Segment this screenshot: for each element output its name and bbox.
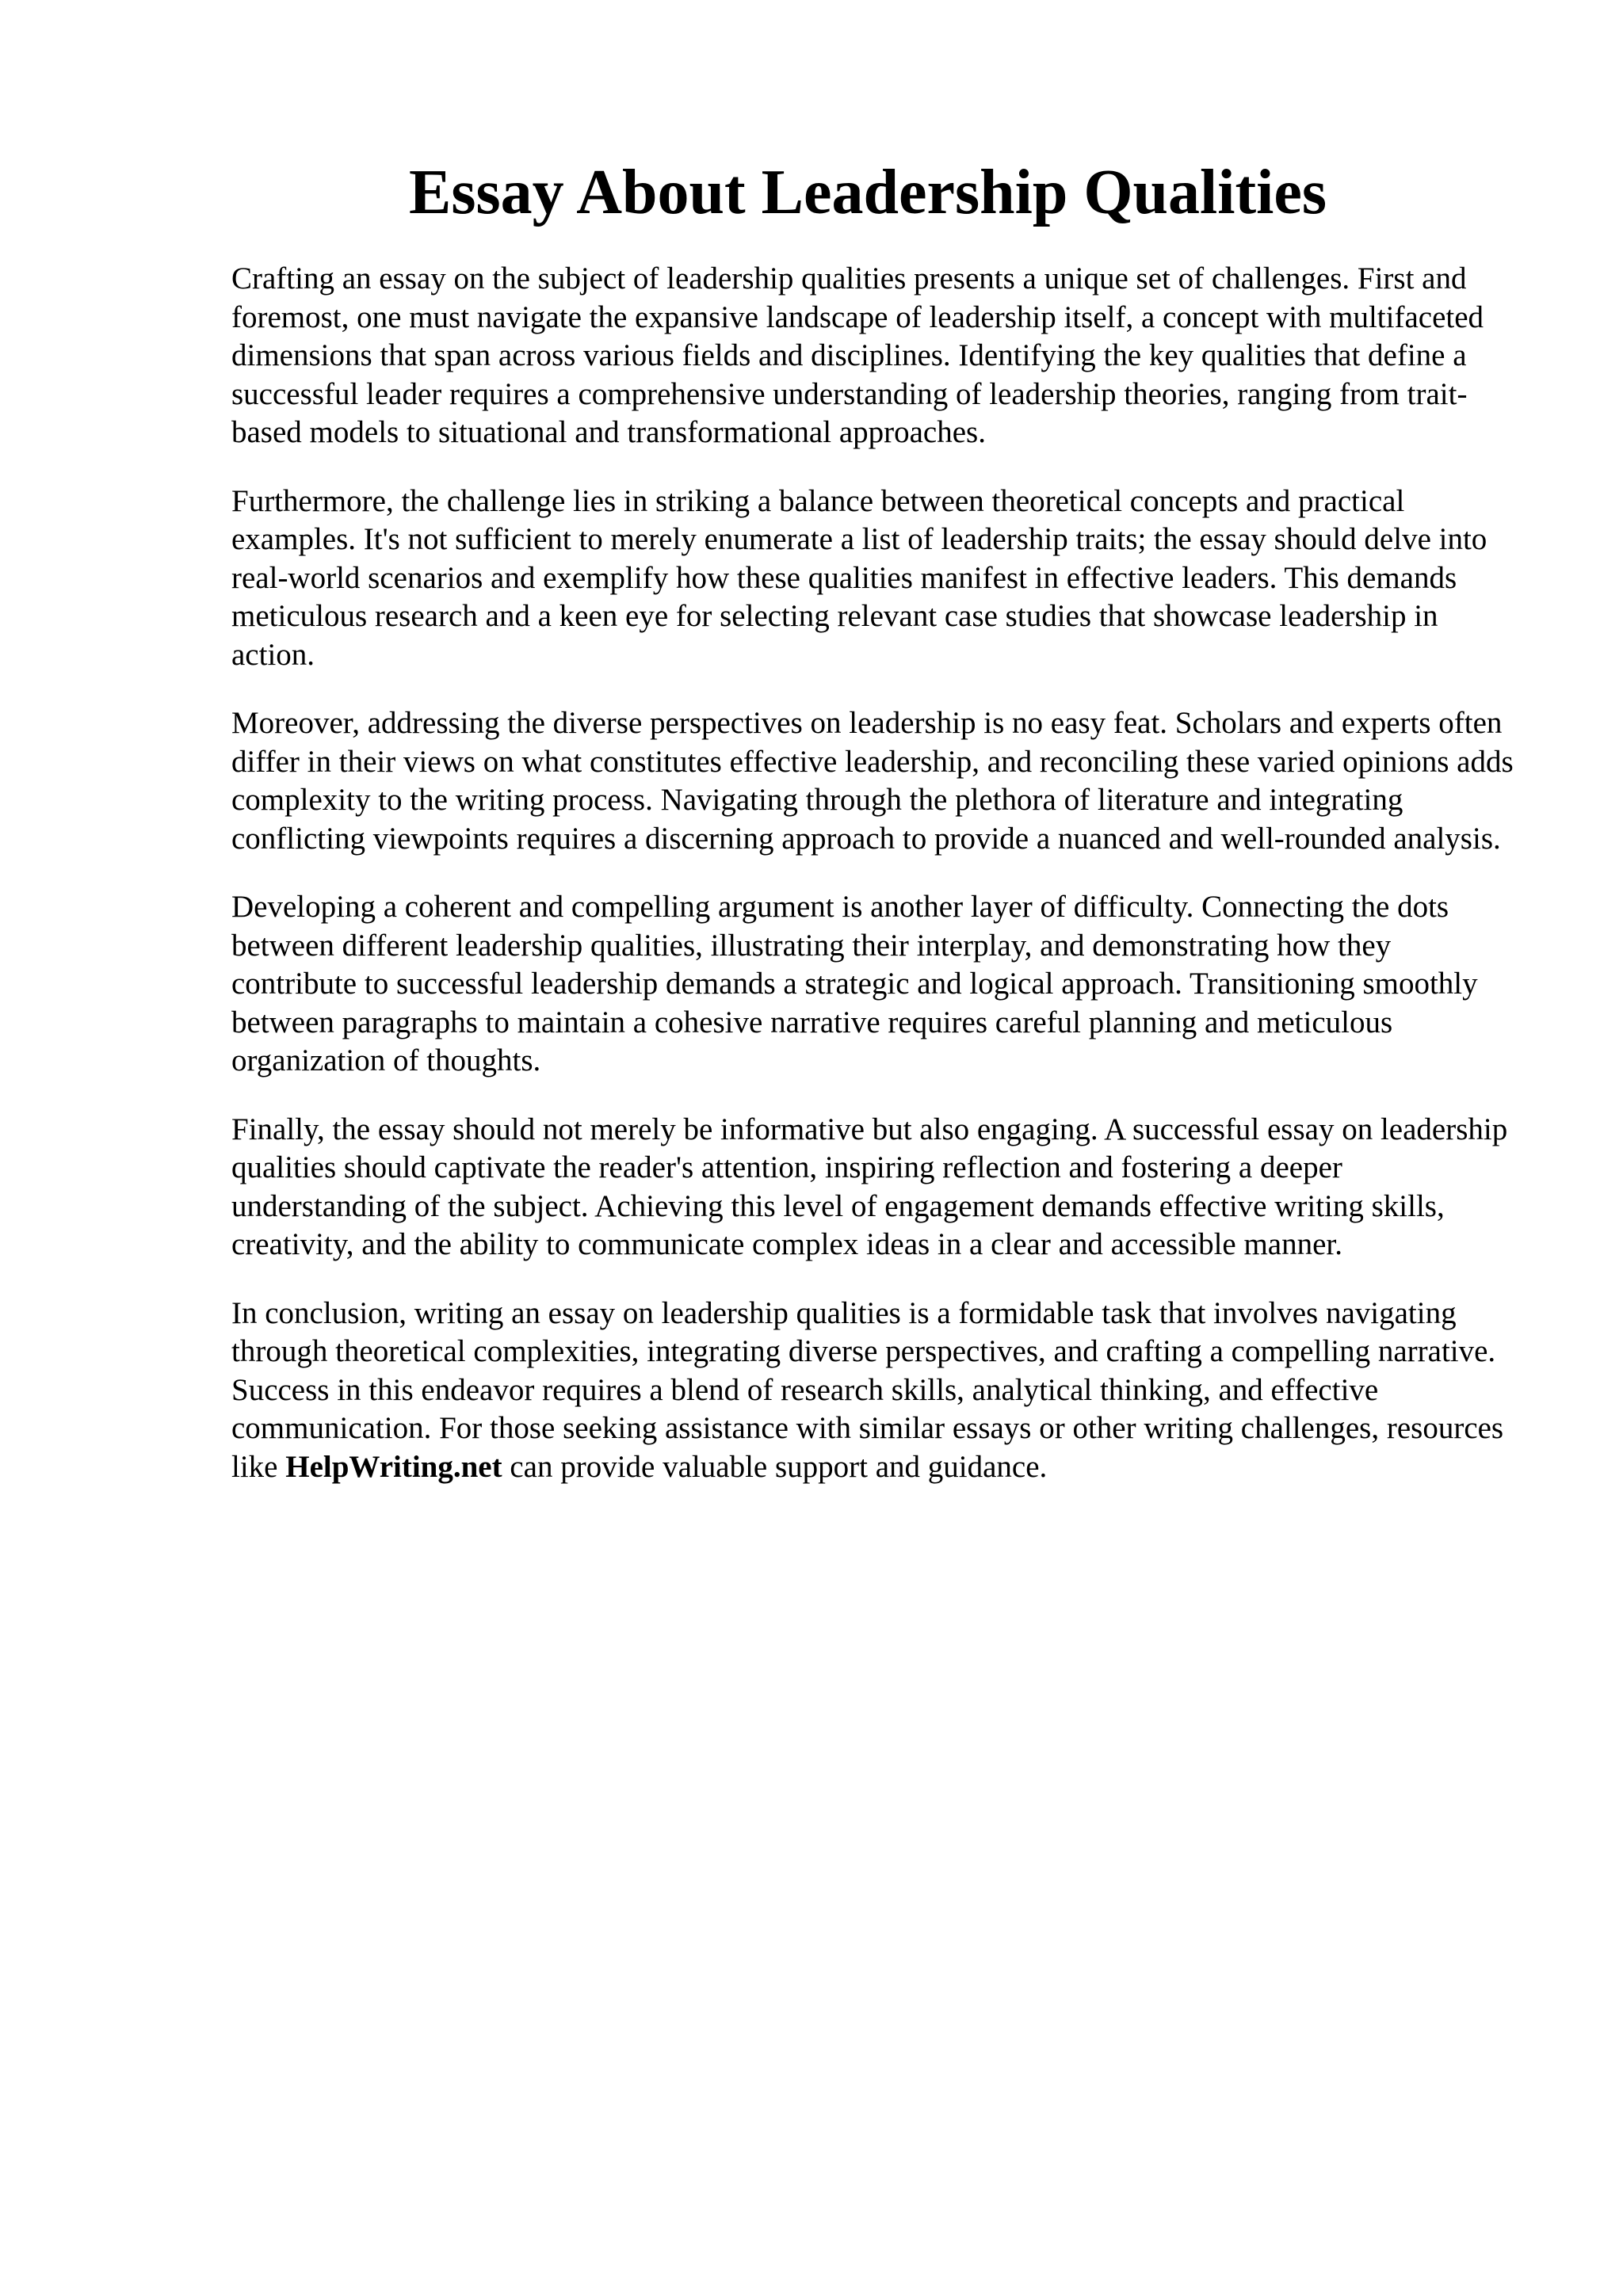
conclusion-text-after: can provide valuable support and guidance. xyxy=(502,1449,1048,1484)
essay-paragraph-5: Finally, the essay should not merely be informative but also engaging. A successful essay on leadership qualities should captivate the reader's attention, inspiring reflection and fostering a deeper understanding of the subject. Achieving this level of engagement demands effective writing skills, creativity, and the ability to communicate complex ideas in a clear and accessible manner. xyxy=(231,1112,1508,1261)
essay-conclusion-paragraph xyxy=(231,1295,1515,1487)
essay-body xyxy=(231,260,1515,1516)
brand-link[interactable]: HelpWriting.net xyxy=(285,1449,502,1484)
page-title: Essay About Leadership Qualities xyxy=(408,158,1327,227)
conclusion-text-before: In conclusion, writing an essay on leadership qualities is a formidable task that involves navigating through theoretical complexities, integrating diverse perspectives, and crafting a compelling narrative. Success in this endeavor requires a blend of research skills, analytical thinking, and effective communication. For those seeking assistance with similar essays or other writing challenges, resources like xyxy=(231,1295,1504,1484)
essay-paragraph-2: Furthermore, the challenge lies in striking a balance between theoretical concepts and practical examples. It's not sufficient to merely enumerate a list of leadership traits; the essay should delve into real-world scenarios and exemplify how these qualities manifest in effective leaders. This demands meticulous research and a keen eye for selecting relevant case studies that showcase leadership in action. xyxy=(231,483,1487,672)
essay-paragraph-1: Crafting an essay on the subject of leadership qualities presents a unique set of challenges. First and foremost, one must navigate the expansive landscape of leadership itself, a concept with multifaceted dimensions that span across various fields and disciplines. Identifying the key qualities that define a successful leader requires a comprehensive understanding of leadership theories, ranging from trait-based models to situational and transformational approaches. xyxy=(231,261,1484,449)
essay-paragraph-4: Developing a coherent and compelling argument is another layer of difficulty. Connecting the dots between different leadership qualities, illustrating their interplay, and demonstrating how they contribute to successful leadership demands a strategic and logical approach. Transitioning smoothly between paragraphs to maintain a cohesive narrative requires careful planning and meticulous organization of thoughts. xyxy=(231,890,1478,1077)
essay-paragraph-3: Moreover, addressing the diverse perspectives on leadership is no easy feat. Scholars and experts often differ in their views on what constitutes effective leadership, and reconciling these varied opinions adds complexity to the writing process. Navigating through the plethora of literature and integrating conflicting viewpoints requires a discerning approach to provide a nuanced and well-rounded analysis. xyxy=(231,706,1514,856)
